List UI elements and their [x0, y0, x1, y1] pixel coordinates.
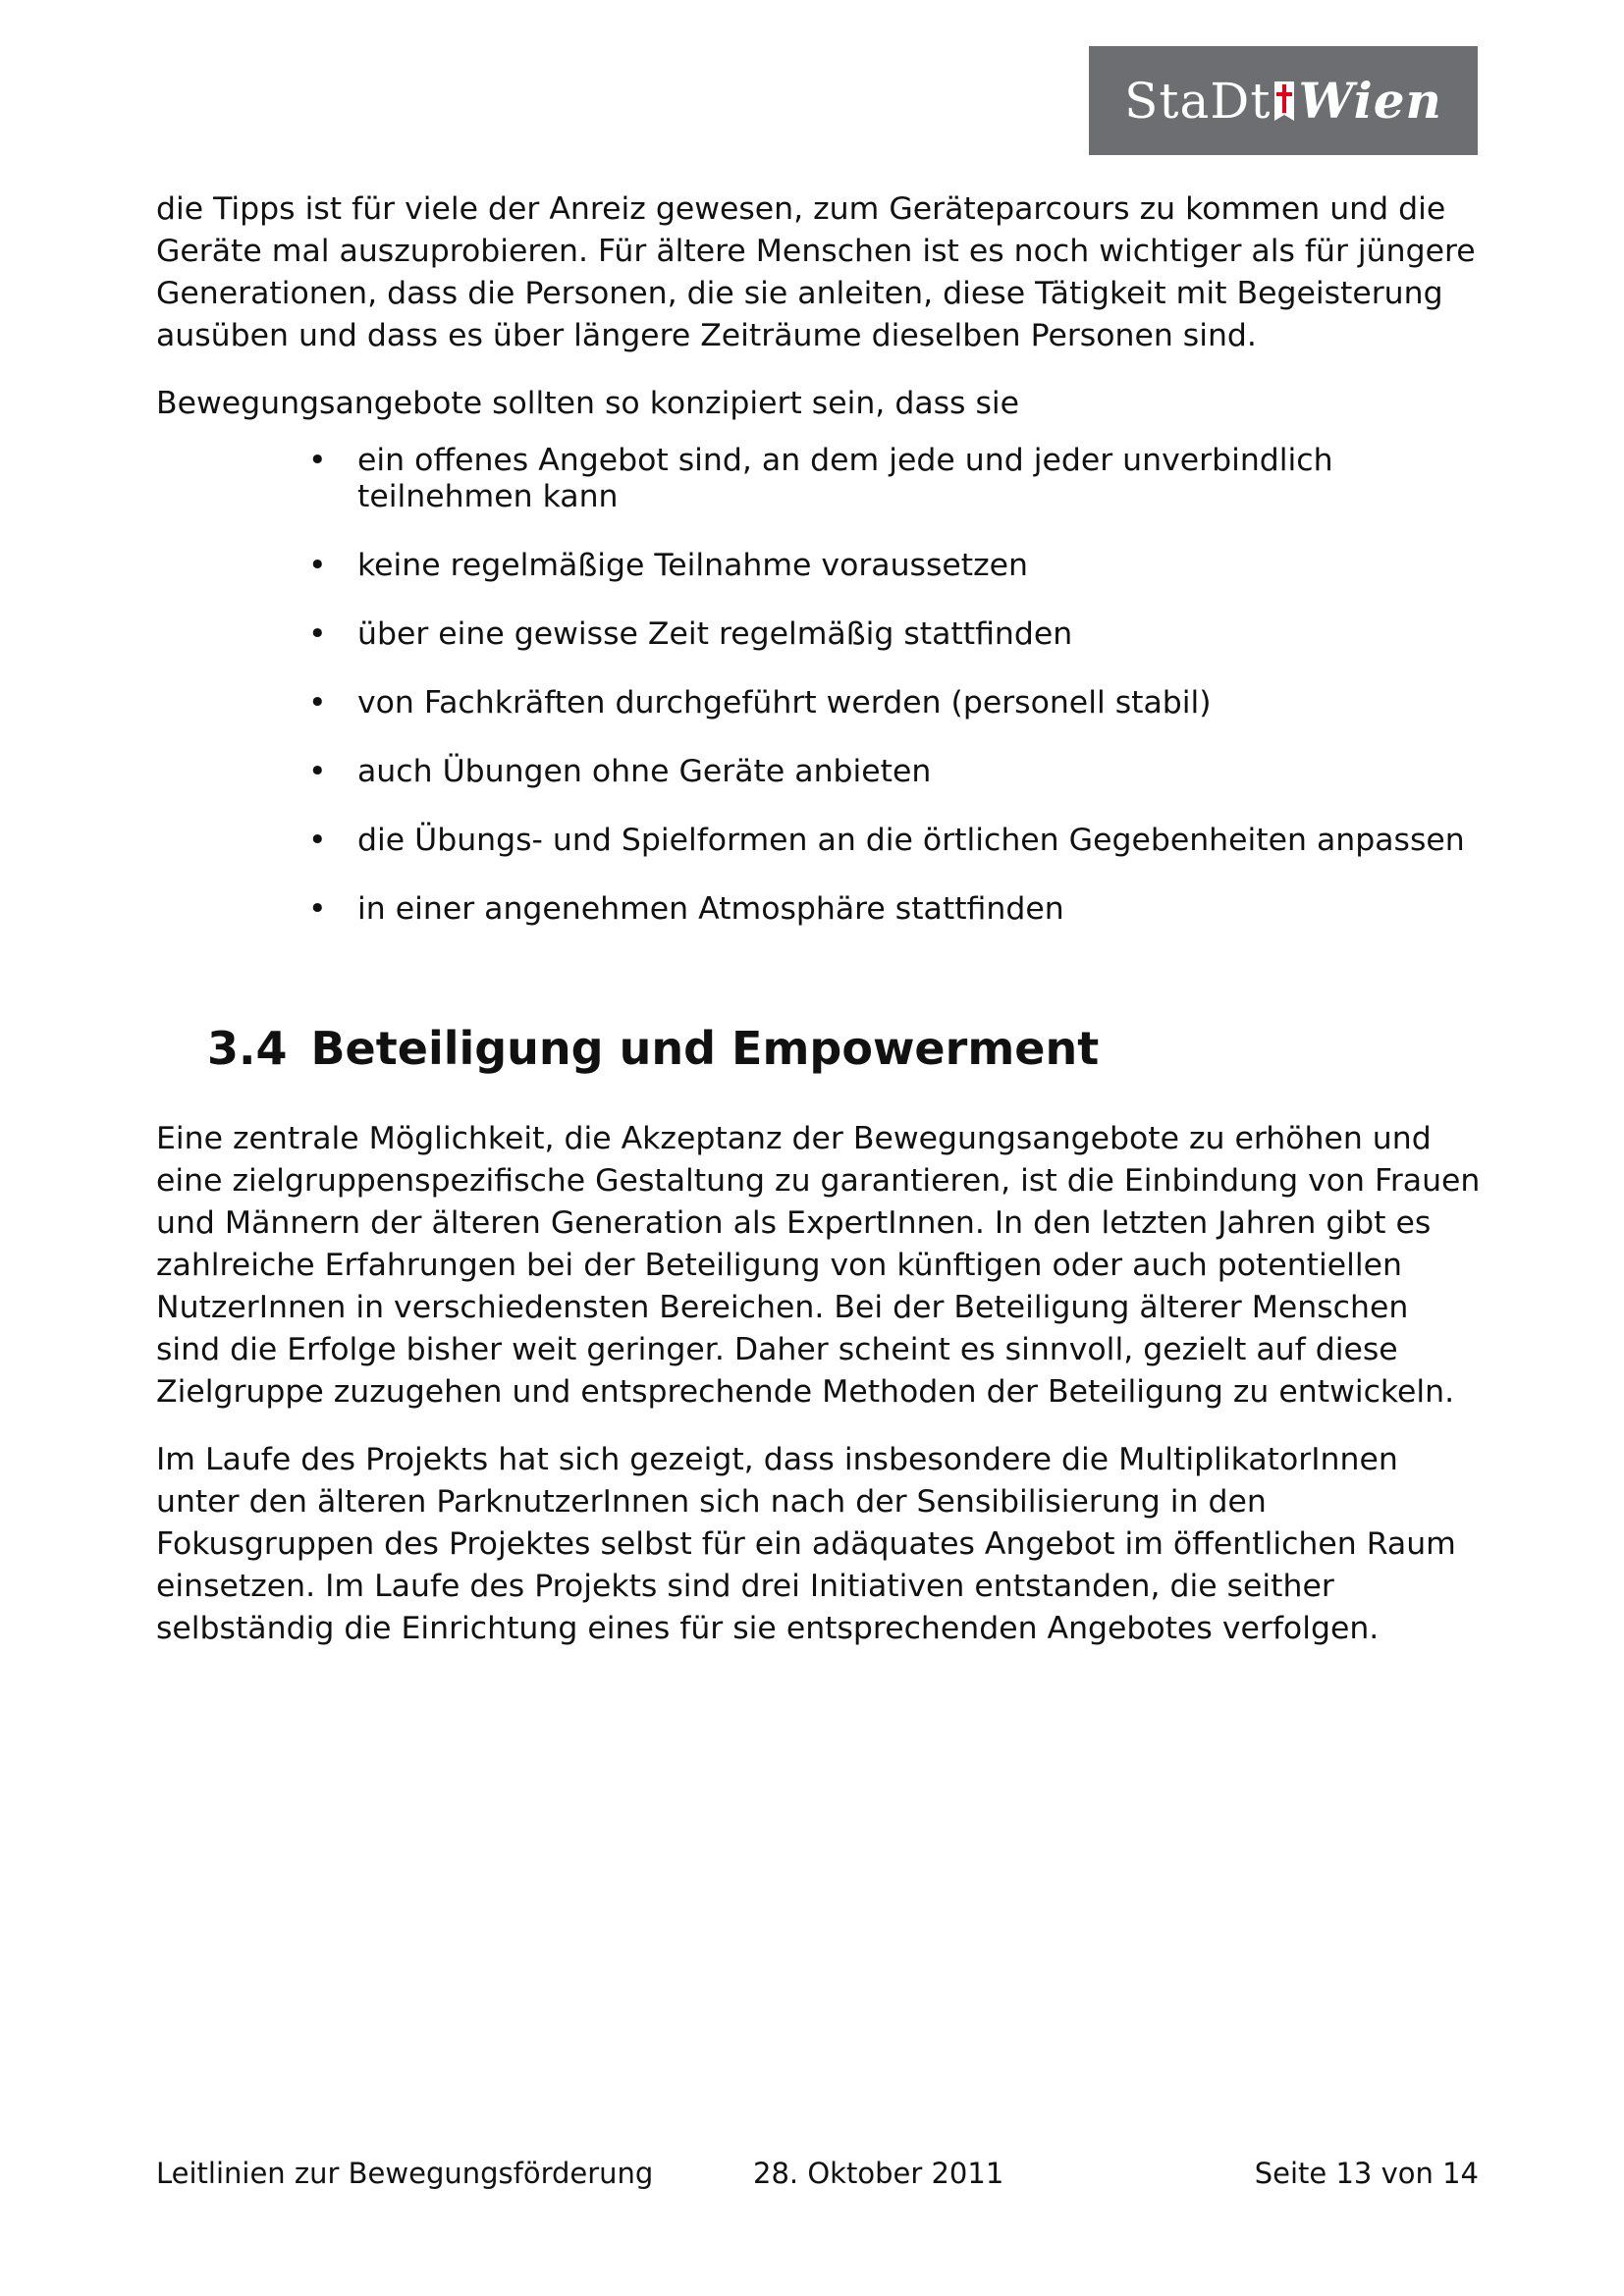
logo-text-stadt: StaDt: [1124, 72, 1272, 130]
footer-page-number: Seite 13 von 14: [1254, 2157, 1479, 2190]
list-item-text: ein offenes Angebot sind, an dem jede und jeder unverbindlich teilnehmen kann: [357, 443, 1333, 514]
list-item: [308, 443, 1482, 515]
section-heading: [207, 1022, 1482, 1075]
bullet-marker: •: [308, 616, 327, 652]
intro-paragraph: die Tipps ist für viele der Anreiz gewesen, zum Geräteparcours zu kommen und die Geräte mal auszuprobieren. Für ältere Menschen ist es noch wichtiger als für jüngere Generationen, dass die Personen, die sie anleiten, diese Tätigkeit mit Begeisterung ausüben und dass es über längere Zeiträume dieselben Personen sind.: [156, 191, 1476, 353]
list-item-text: die Übungs- und Spielformen an die örtlichen Gegebenheiten anpassen: [357, 823, 1465, 858]
list-item-text: in einer angenehmen Atmosphäre stattfinden: [357, 891, 1064, 927]
footer-document-title: Leitlinien zur Bewegungsförderung: [156, 2157, 654, 2190]
page-footer: [156, 2156, 1479, 2191]
list-item: [308, 616, 1482, 653]
bullet-marker: •: [308, 754, 327, 789]
logo-wordmark: [1124, 71, 1442, 130]
bullet-marker: •: [308, 548, 327, 583]
list-item: [308, 685, 1482, 721]
body-paragraph: Im Laufe des Projekts hat sich gezeigt, dass insbesondere die MultiplikatorInnen unter den älteren ParknutzerInnen sich nach der Sensibilisierung in den Fokusgruppen des Projektes selbst für ein adäquates Angebot im öffentlichen Raum einsetzen. Im Laufe des Projekts sind drei Initiativen entstanden, die seither selbständig die Einrichtung eines für sie entsprechenden Angebotes verfolgen.: [156, 1442, 1456, 1646]
list-item-text: keine regelmäßige Teilnahme voraussetzen: [357, 548, 1028, 583]
list-item-text: von Fachkräften durchgeführt werden (personell stabil): [357, 685, 1212, 721]
bullet-marker: •: [308, 685, 327, 721]
list-item-text: auch Übungen ohne Geräte anbieten: [357, 754, 932, 789]
section-title: Beteiligung und Empowerment: [310, 1022, 1100, 1075]
list-item: [308, 891, 1482, 928]
vienna-cross-icon: [1274, 81, 1294, 121]
page-content: [156, 188, 1482, 1676]
bullet-marker: •: [308, 443, 327, 478]
section-number: 3.4: [207, 1022, 288, 1075]
list-item: [308, 548, 1482, 584]
logo-text-wien: Wien: [1298, 71, 1442, 130]
bullet-marker: •: [308, 823, 327, 858]
list-lead-in: Bewegungsangebote sollten so konzipiert sein, dass sie: [156, 386, 1020, 421]
bullet-marker: •: [308, 891, 327, 927]
list-item-text: über eine gewisse Zeit regelmäßig stattfinden: [357, 616, 1073, 652]
body-paragraph: Eine zentrale Möglichkeit, die Akzeptanz der Bewegungsangebote zu erhöhen und eine zielgruppenspezifische Gestaltung zu garantieren, ist die Einbindung von Frauen und Männern der älteren Generation als ExpertInnen. In den letzten Jahren gibt es zahlreiche Erfahrungen bei der Beteiligung von künftigen oder auch potentiellen NutzerInnen in verschiedensten Bereichen. Bei der Beteiligung älterer Menschen sind die Erfolge bisher weit geringer. Daher scheint es sinnvoll, gezielt auf diese Zielgruppe zuzugehen und entsprechende Methoden der Beteiligung zu entwickeln.: [156, 1121, 1481, 1410]
stadt-wien-logo: [1089, 46, 1478, 155]
list-item: [308, 823, 1482, 859]
footer-date: 28. Oktober 2011: [753, 2157, 1004, 2190]
list-item: [308, 754, 1482, 790]
requirements-list: [156, 443, 1482, 928]
